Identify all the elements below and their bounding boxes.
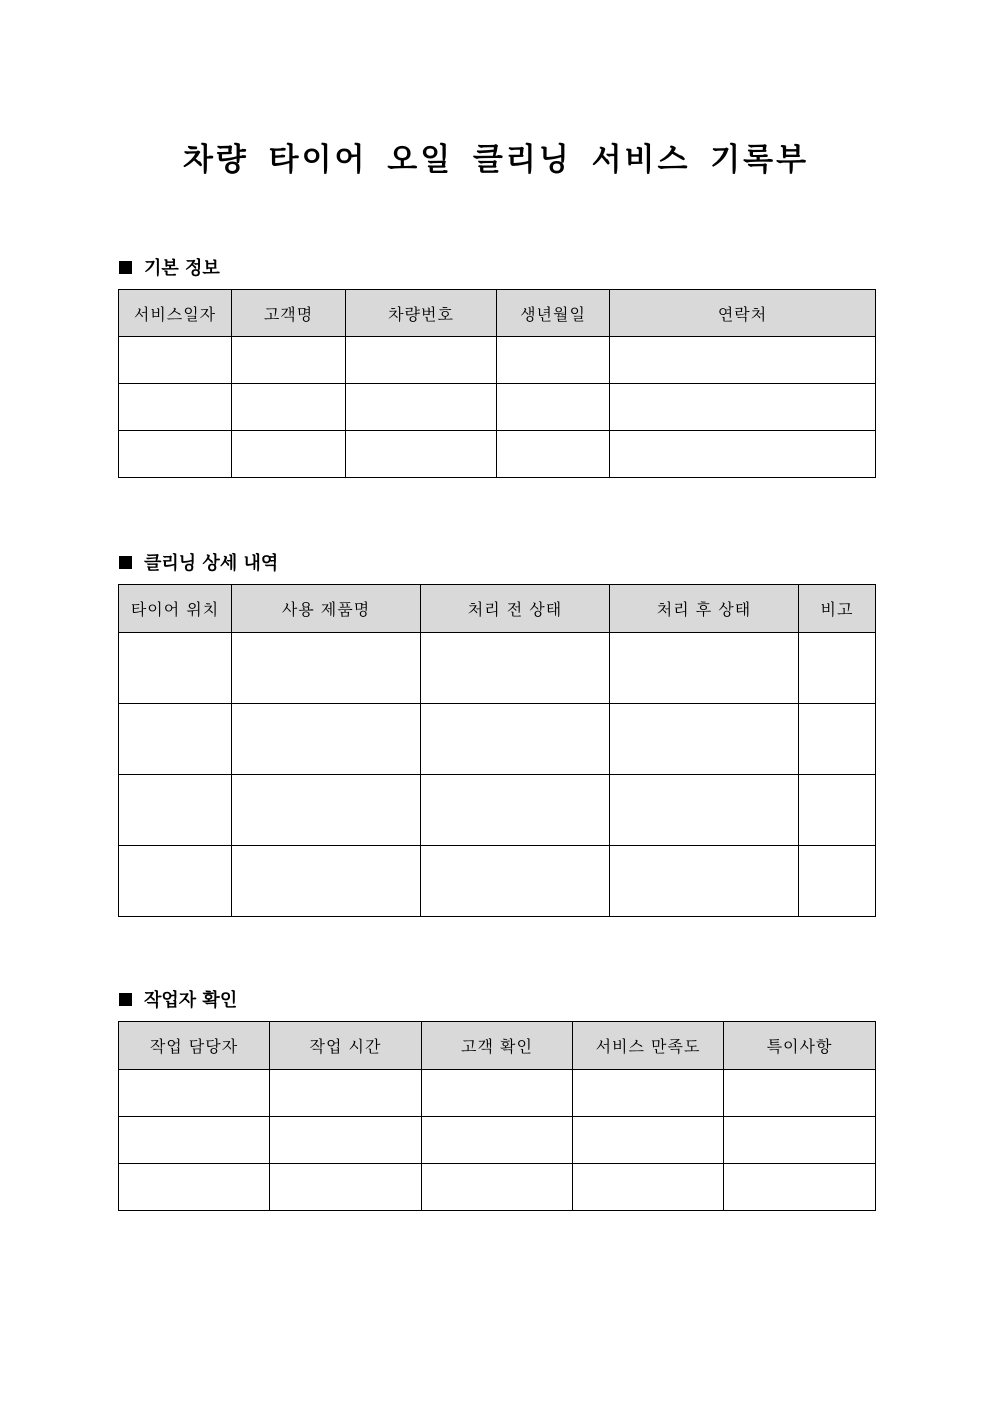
section-heading-label: 클리닝 상세 내역 [144, 553, 279, 574]
table-cell[interactable] [119, 1070, 270, 1117]
basic-info-table [118, 289, 876, 478]
column-header-service-satisfaction: 서비스 만족도 [573, 1022, 724, 1070]
table-cell[interactable] [422, 1070, 573, 1117]
table-cell[interactable] [232, 846, 421, 917]
table-cell[interactable] [497, 337, 610, 384]
section-heading-label: 기본 정보 [144, 258, 220, 279]
section-heading-label: 작업자 확인 [144, 990, 238, 1011]
table-header-row [119, 1022, 876, 1070]
table-cell[interactable] [119, 384, 232, 431]
column-header-special-notes: 특이사항 [724, 1022, 876, 1070]
table-cell[interactable] [119, 846, 232, 917]
table-cell[interactable] [232, 633, 421, 704]
column-header-contact: 연락처 [610, 290, 876, 337]
table-cell[interactable] [421, 846, 610, 917]
black-square-bullet-icon [119, 261, 132, 274]
table-cell[interactable] [421, 775, 610, 846]
column-header-worker: 작업 담당자 [119, 1022, 270, 1070]
table-cell[interactable] [346, 337, 497, 384]
column-header-product-name: 사용 제품명 [232, 585, 421, 633]
table-cell[interactable] [610, 431, 876, 478]
table-cell[interactable] [232, 337, 346, 384]
table-cell[interactable] [610, 846, 799, 917]
column-header-work-time: 작업 시간 [270, 1022, 422, 1070]
table-cell[interactable] [119, 1117, 270, 1164]
column-header-service-date: 서비스일자 [119, 290, 232, 337]
table-row [119, 337, 876, 384]
table-row [119, 704, 876, 775]
table-cell[interactable] [119, 704, 232, 775]
document-title: 차량 타이어 오일 클리닝 서비스 기록부 [182, 142, 810, 178]
column-header-birth-date: 생년월일 [497, 290, 610, 337]
column-header-remarks: 비고 [799, 585, 876, 633]
black-square-bullet-icon [119, 556, 132, 569]
column-header-before-condition: 처리 전 상태 [421, 585, 610, 633]
table-row [119, 1164, 876, 1211]
table-row [119, 431, 876, 478]
table-cell[interactable] [421, 704, 610, 775]
table-cell[interactable] [422, 1117, 573, 1164]
table-cell[interactable] [799, 704, 876, 775]
table-cell[interactable] [497, 384, 610, 431]
table-header-row [119, 585, 876, 633]
table-cell[interactable] [421, 633, 610, 704]
table-cell[interactable] [232, 775, 421, 846]
column-header-customer-name: 고객명 [232, 290, 346, 337]
table-cell[interactable] [270, 1164, 422, 1211]
table-cell[interactable] [573, 1070, 724, 1117]
table-cell[interactable] [232, 384, 346, 431]
table-cell[interactable] [610, 704, 799, 775]
section-heading-basic-info [119, 254, 220, 280]
table-cell[interactable] [573, 1164, 724, 1211]
table-cell[interactable] [724, 1117, 876, 1164]
table-cell[interactable] [232, 704, 421, 775]
table-row [119, 775, 876, 846]
table-cell[interactable] [119, 775, 232, 846]
table-cell[interactable] [610, 384, 876, 431]
table-header-row [119, 290, 876, 337]
table-cell[interactable] [799, 775, 876, 846]
table-cell[interactable] [119, 1164, 270, 1211]
table-row [119, 1070, 876, 1117]
table-row [119, 846, 876, 917]
column-header-vehicle-number: 차량번호 [346, 290, 497, 337]
table-cell[interactable] [119, 633, 232, 704]
table-cell[interactable] [119, 337, 232, 384]
table-cell[interactable] [724, 1070, 876, 1117]
column-header-after-condition: 처리 후 상태 [610, 585, 799, 633]
table-row [119, 384, 876, 431]
table-row [119, 633, 876, 704]
column-header-tire-position: 타이어 위치 [119, 585, 232, 633]
table-cell[interactable] [799, 633, 876, 704]
table-cell[interactable] [232, 431, 346, 478]
table-cell[interactable] [270, 1070, 422, 1117]
table-cell[interactable] [270, 1117, 422, 1164]
table-cell[interactable] [610, 633, 799, 704]
table-cell[interactable] [346, 431, 497, 478]
table-cell[interactable] [573, 1117, 724, 1164]
table-cell[interactable] [497, 431, 610, 478]
worker-confirmation-table [118, 1021, 876, 1211]
section-heading-worker-confirmation [119, 986, 237, 1012]
table-cell[interactable] [422, 1164, 573, 1211]
table-cell[interactable] [610, 775, 799, 846]
table-cell[interactable] [724, 1164, 876, 1211]
table-cell[interactable] [119, 431, 232, 478]
table-cell[interactable] [610, 337, 876, 384]
table-row [119, 1117, 876, 1164]
column-header-customer-confirmation: 고객 확인 [422, 1022, 573, 1070]
table-cell[interactable] [799, 846, 876, 917]
table-cell[interactable] [346, 384, 497, 431]
black-square-bullet-icon [119, 993, 132, 1006]
section-heading-cleaning-details [119, 549, 278, 575]
cleaning-details-table [118, 584, 876, 917]
